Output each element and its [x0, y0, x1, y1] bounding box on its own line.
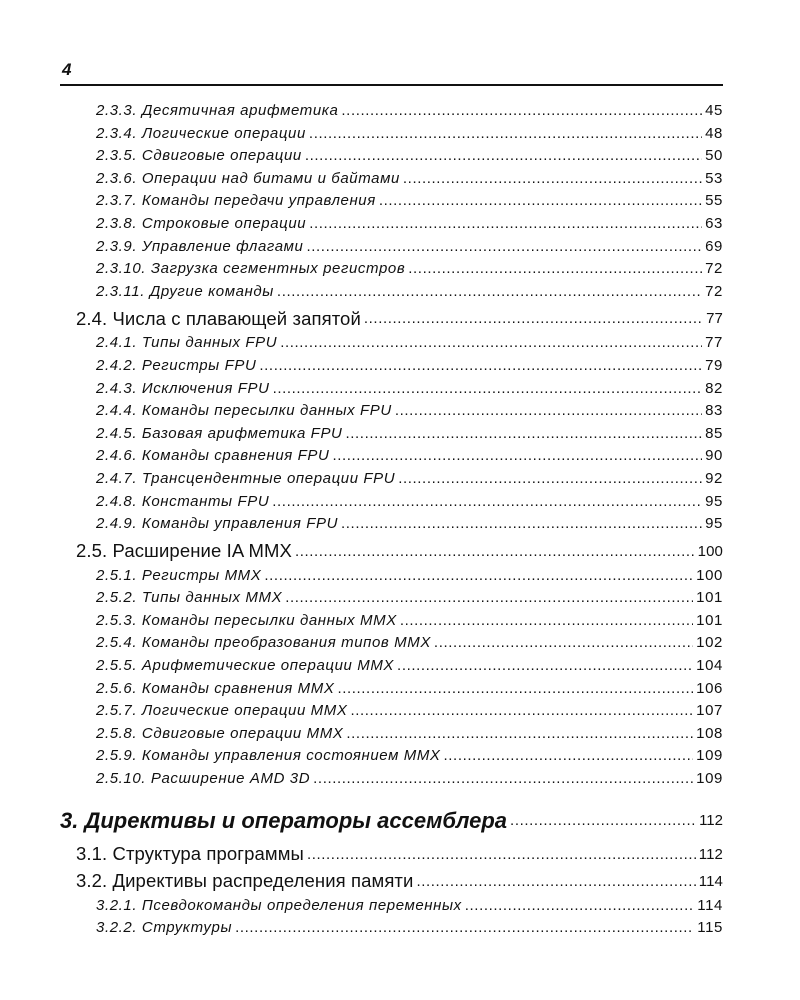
toc-entry[interactable] [60, 680, 723, 703]
toc-entry-title: 2.5.5. Арифметические операции MMX [96, 657, 395, 675]
dot-leader [307, 846, 696, 863]
toc-entry-page: 112 [698, 845, 723, 863]
toc-entry-title: 2.5.9. Команды управления состоянием MMX [96, 747, 441, 765]
dot-leader [235, 919, 694, 936]
toc-entry[interactable] [60, 589, 723, 612]
toc-entry-page: 55 [705, 192, 723, 210]
toc-entry[interactable] [60, 725, 723, 748]
toc-entry[interactable] [60, 402, 723, 425]
toc-entry[interactable] [60, 634, 723, 657]
dot-leader [346, 725, 693, 742]
toc-entry-title: 2.4. Числа с плавающей запятой [76, 307, 361, 329]
toc-entry-page: 48 [705, 124, 723, 142]
toc-entry-page: 106 [696, 679, 723, 697]
toc-entry-title: 2.5.10. Расширение AMD 3D [96, 770, 311, 788]
toc-entry-page: 95 [705, 515, 723, 533]
dot-leader [408, 260, 702, 277]
toc-entry-title: 2.4.4. Команды пересылки данных FPU [96, 402, 392, 420]
toc-entry[interactable] [60, 283, 723, 306]
toc-entry-page: 77 [706, 310, 723, 328]
toc-entry-title: 2.3.10. Загрузка сегментных регистров [96, 260, 406, 278]
toc-entry-title: 2.3.11. Другие команды [96, 282, 274, 300]
dot-leader [295, 543, 695, 560]
toc-entry-page: 83 [705, 402, 723, 420]
dot-leader [379, 192, 702, 209]
toc-entry-title: 3.1. Структура программы [76, 843, 304, 865]
toc-entry[interactable] [60, 147, 723, 170]
toc-entry-page: 109 [696, 770, 723, 788]
toc-entry-page: 90 [705, 447, 723, 465]
dot-leader [465, 897, 695, 914]
toc-entry-title: 2.5.4. Команды преобразования типов MMX [96, 634, 431, 652]
toc-entry-title: 3.2. Директивы распределения памяти [76, 870, 414, 892]
toc-entry[interactable] [60, 612, 723, 635]
toc-entry[interactable] [60, 515, 723, 538]
toc-entry[interactable] [60, 125, 723, 148]
toc-entry[interactable] [60, 170, 723, 193]
toc-entry-page: 115 [697, 919, 723, 937]
toc-entry[interactable] [60, 215, 723, 238]
toc-entry-title: 3. Директивы и операторы ассемблера [60, 807, 508, 833]
toc-entry-title: 2.5.2. Типы данных MMX [96, 589, 283, 607]
dot-leader [309, 215, 702, 232]
dot-leader [272, 493, 702, 510]
toc-entry-page: 108 [696, 724, 723, 742]
dot-leader [350, 702, 693, 719]
toc-entry-title: 2.3.4. Логические операции [96, 124, 306, 142]
toc-entry-title: 2.4.5. Базовая арифметика FPU [96, 424, 343, 442]
toc-entry-page: 101 [696, 589, 723, 607]
toc-entry-page: 85 [705, 424, 723, 442]
dot-leader [403, 170, 702, 187]
toc-entry-page: 112 [699, 812, 723, 830]
toc-entry[interactable] [60, 538, 723, 565]
toc-entry[interactable] [60, 897, 723, 920]
toc-entry-page: 95 [705, 492, 723, 510]
dot-leader [264, 567, 693, 584]
toc-entry-title: 2.5.8. Сдвиговые операции MMX [96, 724, 344, 742]
toc-entry-title: 2.4.6. Команды сравнения FPU [96, 447, 330, 465]
toc-entry[interactable] [60, 801, 723, 841]
dot-leader [341, 102, 702, 119]
toc-entry-page: 114 [697, 896, 723, 914]
dot-leader [285, 589, 693, 606]
toc-entry-page: 77 [705, 334, 723, 352]
toc-entry-title: 2.3.5. Сдвиговые операции [96, 147, 302, 165]
dot-leader [341, 515, 702, 532]
toc-entry-page: 69 [705, 237, 723, 255]
toc-entry[interactable] [60, 238, 723, 261]
toc-entry-page: 53 [705, 169, 723, 187]
toc-entry-title: 3.2.1. Псевдокоманды определения переменных [96, 896, 462, 914]
table-of-contents [60, 102, 723, 942]
dot-leader [309, 125, 702, 142]
toc-entry[interactable] [60, 657, 723, 680]
dot-leader [337, 680, 693, 697]
dot-leader [398, 470, 702, 487]
header-rule [60, 84, 723, 86]
toc-entry-page: 109 [696, 747, 723, 765]
toc-entry[interactable] [60, 260, 723, 283]
toc-entry[interactable] [60, 567, 723, 590]
toc-entry[interactable] [60, 192, 723, 215]
toc-entry-page: 72 [705, 260, 723, 278]
dot-leader [307, 238, 703, 255]
toc-entry[interactable] [60, 702, 723, 725]
toc-entry[interactable] [60, 425, 723, 448]
toc-entry-page: 72 [705, 282, 723, 300]
dot-leader [346, 425, 703, 442]
toc-entry[interactable] [60, 841, 723, 868]
dot-leader [400, 612, 693, 629]
toc-entry-page: 107 [696, 702, 723, 720]
toc-entry[interactable] [60, 770, 723, 793]
dot-leader [510, 812, 696, 829]
toc-entry-title: 2.4.9. Команды управления FPU [96, 515, 339, 533]
toc-entry-page: 100 [697, 542, 723, 560]
toc-entry-title: 2.4.3. Исключения FPU [96, 379, 270, 397]
toc-entry[interactable] [60, 380, 723, 403]
dot-leader [305, 147, 702, 164]
dot-leader [364, 310, 703, 327]
toc-entry-title: 2.5. Расширение IA MMX [76, 540, 292, 562]
toc-entry[interactable] [60, 334, 723, 357]
toc-entry-page: 104 [696, 657, 723, 675]
dot-leader [280, 334, 702, 351]
toc-entry-title: 2.4.2. Регистры FPU [96, 356, 257, 374]
dot-leader [277, 283, 702, 300]
toc-entry-title: 2.4.1. Типы данных FPU [96, 334, 278, 352]
toc-entry-page: 79 [705, 356, 723, 374]
dot-leader [416, 873, 695, 890]
toc-entry[interactable] [60, 102, 723, 125]
dot-leader [434, 634, 693, 651]
toc-entry-page: 101 [696, 611, 723, 629]
toc-entry[interactable] [60, 447, 723, 470]
dot-leader [395, 402, 702, 419]
toc-entry-page: 50 [705, 147, 723, 165]
toc-entry-title: 2.3.6. Операции над битами и байтами [96, 169, 400, 187]
toc-entry-page: 63 [705, 214, 723, 232]
toc-entry-title: 2.5.3. Команды пересылки данных MMX [96, 611, 397, 629]
toc-entry-title: 2.5.6. Команды сравнения MMX [96, 679, 335, 697]
toc-entry[interactable] [60, 493, 723, 516]
toc-entry[interactable] [60, 470, 723, 493]
toc-entry-page: 102 [696, 634, 723, 652]
dot-leader [332, 447, 702, 464]
dot-leader [313, 770, 693, 787]
toc-entry-page: 114 [698, 872, 723, 890]
toc-entry-title: 2.4.7. Трансцендентные операции FPU [96, 469, 396, 487]
toc-entry-page: 100 [696, 566, 723, 584]
dot-leader [273, 380, 703, 397]
toc-entry-page: 45 [705, 102, 723, 119]
toc-entry-title: 2.3.8. Строковые операции [96, 214, 307, 232]
toc-entry-title: 2.4.8. Константы FPU [96, 492, 270, 510]
page-number: 4 [62, 60, 72, 79]
toc-entry[interactable] [60, 747, 723, 770]
toc-entry-title: 2.5.7. Логические операции MMX [96, 702, 348, 720]
dot-leader [259, 357, 702, 374]
toc-entry-title: 3.2.2. Структуры [96, 919, 233, 937]
toc-entry-page: 82 [705, 379, 723, 397]
toc-entry[interactable] [60, 919, 723, 942]
toc-entry-title: 2.3.9. Управление флагами [96, 237, 304, 255]
toc-entry-title: 2.3.7. Команды передачи управления [96, 192, 376, 210]
toc-entry-title: 2.3.3. Десятичная арифметика [96, 102, 339, 119]
toc-entry-title: 2.5.1. Регистры MMX [96, 566, 262, 584]
dot-leader [397, 657, 693, 674]
toc-entry[interactable] [60, 868, 723, 895]
toc-entry[interactable] [60, 357, 723, 380]
dot-leader [444, 747, 694, 764]
toc-entry[interactable] [60, 305, 723, 332]
toc-entry-page: 92 [705, 469, 723, 487]
